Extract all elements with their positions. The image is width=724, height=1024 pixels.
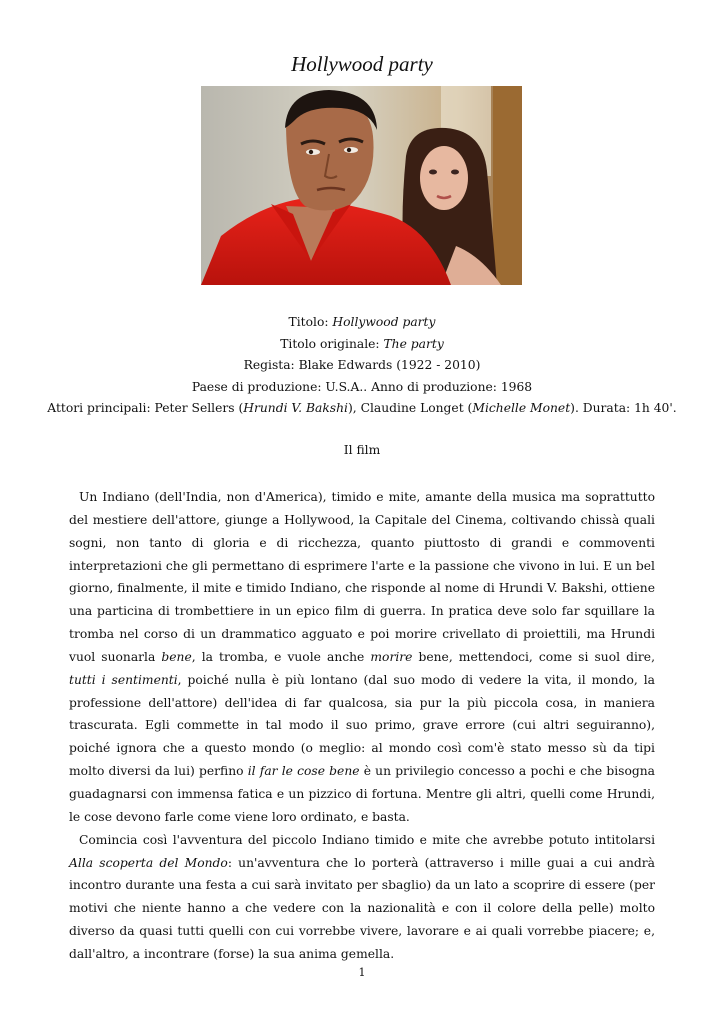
p2-text-2: : un'avventura che lo porterà (attraverso i mille guai a cui andrà incontro durante una festa a cui sarà invitato per sbaglio) da un lato a scoprire di essere (per motivi che niente hanno a che vedere con la nazionalità e con il colore della pelle) molto diverso da quasi tutti quelli con cui vorrebbe vivere, lavorare e ai quali vorrebbe piacere; e, dall'altro, a incontrare (forse) la sua anima gemella.: [69, 855, 655, 961]
cast-suffix: ). Durata: 1h 40'.: [570, 401, 677, 415]
cast-role-2: Michelle Monet: [472, 401, 571, 415]
title-label: Titolo:: [288, 315, 333, 329]
section-heading: Il film: [343, 443, 381, 457]
article-body: [69, 486, 655, 966]
title-value: Hollywood party: [332, 315, 436, 329]
title-line: [0, 312, 724, 334]
cast-mid: ), Claudine Longet (: [347, 401, 473, 415]
cast-line: [0, 398, 724, 420]
page-number: 1: [358, 966, 366, 979]
film-details: [0, 312, 724, 420]
p1-text-1: Un Indiano (dell'India, non d'America), timido e mite, amante della musica ma soprattutto del mestiere dell'attore, giunge a Hollywood, la Capitale del Cinema, coltivando chissà quali sogni, non tanto di gloria e di ricchezza, quanto piuttosto di grandi e commoventi interpretazioni che gli permettano di esprimere l'arte e la passione che vivono in lui. E un bel giorno, finalmente, il mite e timido Indiano, che risponde al nome di Hrundi V. Bakshi, ottiene una particina di trombettiere in un epico film di guerra. In pratica deve solo far squillare la tromba nel corso di un drammatico agguato e poi morire crivellato di proiettili, ma Hrundi vuol suonarla: [69, 490, 655, 664]
original-title-line: [0, 334, 724, 356]
p1-text-5: è un privilegio concesso a pochi e che bisogna guadagnarsi con immensa fatica e un pizzico di fortuna. Mentre gli altri, quelli come Hrundi, le cose devono farle come viene loro ordinato, e basta.: [69, 764, 656, 824]
original-title-label: Titolo originale:: [280, 336, 384, 351]
p1-emphasis-4: il far le cose bene: [247, 764, 360, 779]
cast-prefix: Attori principali: Peter Sellers (: [47, 401, 244, 415]
paragraph-1: [69, 486, 655, 829]
page-title: Hollywood party: [291, 52, 433, 76]
film-still-image: [201, 86, 522, 285]
p1-emphasis-1: bene: [161, 649, 192, 664]
p1-emphasis-3: tutti i sentimenti: [69, 672, 178, 687]
director-line: Regista: Blake Edwards (1922 - 2010): [243, 358, 481, 372]
p1-text-2: , la tromba, e vuole anche: [191, 649, 371, 664]
p1-emphasis-2: morire: [370, 649, 413, 664]
p1-text-4: , poiché nulla è più lontano (dal suo modo di vedere la vita, il mondo, la professione dell'attore) dell'idea di far qualcosa, sia pur la più piccola cosa, in maniera trascurata. Egli commette in tal modo il suo primo, grave errore (cui altri seguiranno), poiché ignora che a questo mondo (o meglio: al mondo così com'è stato messo sù da tipi molto diversi da lui) perfino: [69, 672, 655, 779]
cast-role-1: Hrundi V. Bakshi: [243, 401, 348, 415]
original-title-value: The party: [383, 336, 444, 351]
paragraph-2: [69, 829, 655, 966]
p1-text-3: bene, mettendoci, come si suol dire,: [412, 649, 655, 664]
p2-text-1: Comincia così l'avventura del piccolo Indiano timido e mite che avrebbe potuto intitolarsi: [79, 832, 655, 847]
production-line: Paese di produzione: U.S.A.. Anno di produzione: 1968: [191, 379, 533, 394]
p2-emphasis-1: Alla scoperta del Mondo: [69, 855, 228, 870]
